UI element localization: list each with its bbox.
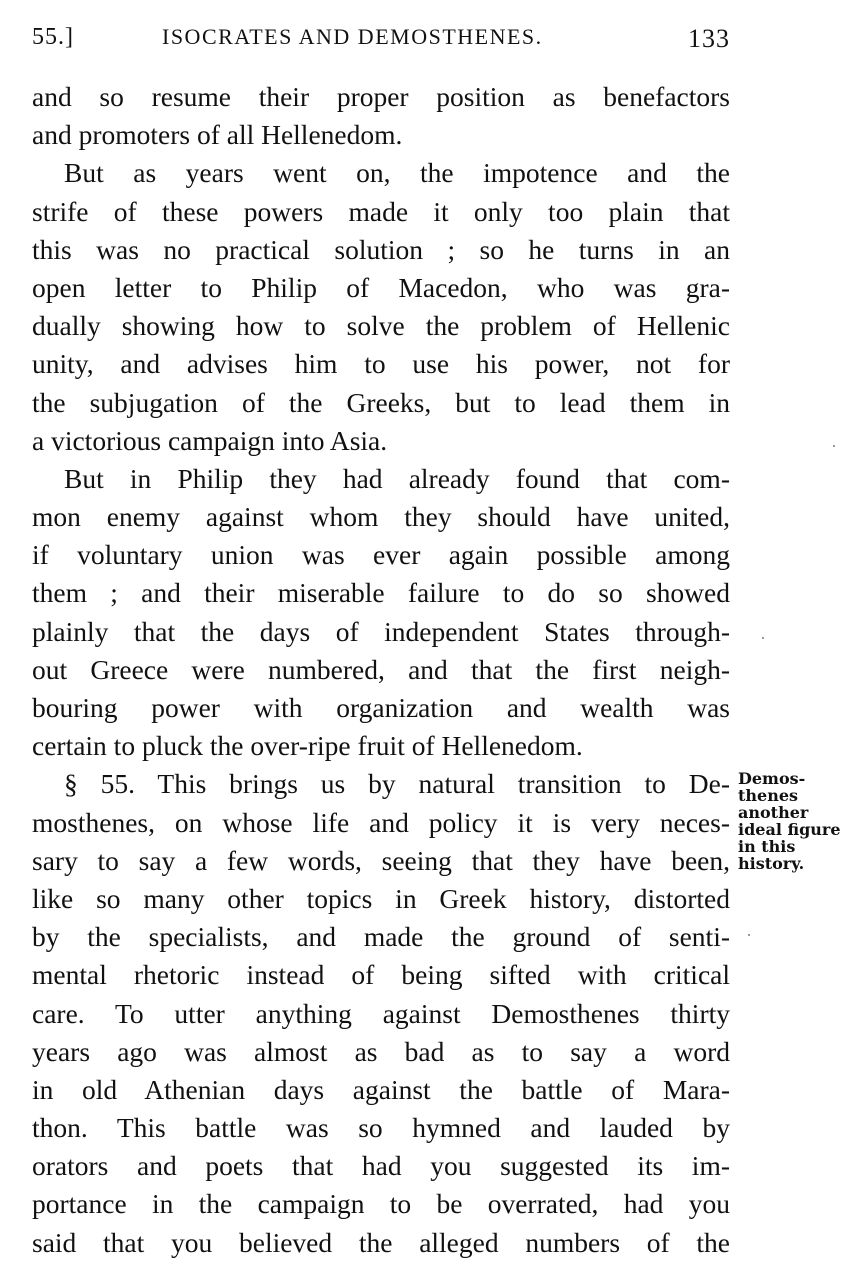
text-line: said that you believed the alleged numbers of the [32, 1226, 730, 1258]
scan-speck [748, 934, 750, 936]
text-line: care. To utter anything against Demosthenes thirty [32, 997, 730, 1029]
text-line: mosthenes, on whose life and policy it is very neces- [32, 806, 730, 838]
text-line: if voluntary union was ever again possible among [32, 539, 730, 571]
text-line: mental rhetoric instead of being sifted with critical [32, 959, 730, 991]
text-line: in old Athenian days against the battle of Mara- [32, 1073, 730, 1105]
text-line: bouring power with organization and wealth was [32, 692, 730, 723]
scan-speck [762, 637, 764, 639]
text-line: orators and poets that had you suggested its im- [32, 1150, 730, 1182]
text-line: years ago was almost as bad as to say a word [32, 1035, 730, 1067]
text-line: But as years went on, the impotence and the [64, 157, 730, 189]
text-line: § 55. This brings us by natural transition to De- [64, 768, 730, 800]
text-line: a victorious campaign into Asia. [32, 424, 388, 456]
scan-speck [833, 445, 835, 447]
text-line: But in Philip they had already found that com- [64, 462, 730, 494]
text-line: sary to say a few words, seeing that they have been, [32, 844, 730, 876]
running-title: ISOCRATES AND DEMOSTHENES. [162, 24, 543, 49]
margin-note-line: ideal figure [738, 820, 841, 839]
page-number: 133 [688, 24, 730, 53]
text-line: thon. This battle was so hymned and lauded by [32, 1112, 730, 1144]
text-line: and so resume their proper position as benefactors [32, 81, 730, 112]
text-line: out Greece were numbered, and that the first neigh- [32, 653, 730, 685]
margin-note-line: thenes [738, 786, 799, 805]
text-line: this was no practical solution ; so he turns in an [32, 233, 730, 265]
margin-note-line: another [738, 803, 809, 822]
margin-note-line: history. [738, 854, 805, 873]
text-line: and promoters of all Hellenedom. [32, 119, 403, 151]
text-line: them ; and their miserable failure to do so showed [32, 577, 730, 609]
text-line: plainly that the days of independent States through- [32, 615, 730, 647]
text-line: strife of these powers made it only too plain that [32, 195, 730, 227]
text-line: the subjugation of the Greeks, but to lead them in [32, 386, 730, 418]
margin-note [738, 770, 864, 872]
margin-note-line: in this [738, 837, 796, 856]
body-text [32, 78, 730, 1262]
text-line: open letter to Philip of Macedon, who was gra- [32, 271, 730, 303]
text-line: by the specialists, and made the ground of senti- [32, 921, 730, 953]
running-head [32, 20, 730, 60]
margin-note-line: Demos- [738, 769, 806, 788]
text-line: like so many other topics in Greek history, distorted [32, 882, 730, 914]
text-line: portance in the campaign to be overrated, had you [32, 1188, 730, 1220]
text-line: mon enemy against whom they should have united, [32, 501, 730, 533]
section-marker: 55.] [32, 24, 74, 50]
text-line: certain to pluck the over-ripe fruit of Hellenedom. [32, 730, 583, 762]
text-line: dually showing how to solve the problem of Hellenic [32, 310, 730, 342]
text-line: unity, and advises him to use his power, not for [32, 348, 730, 380]
